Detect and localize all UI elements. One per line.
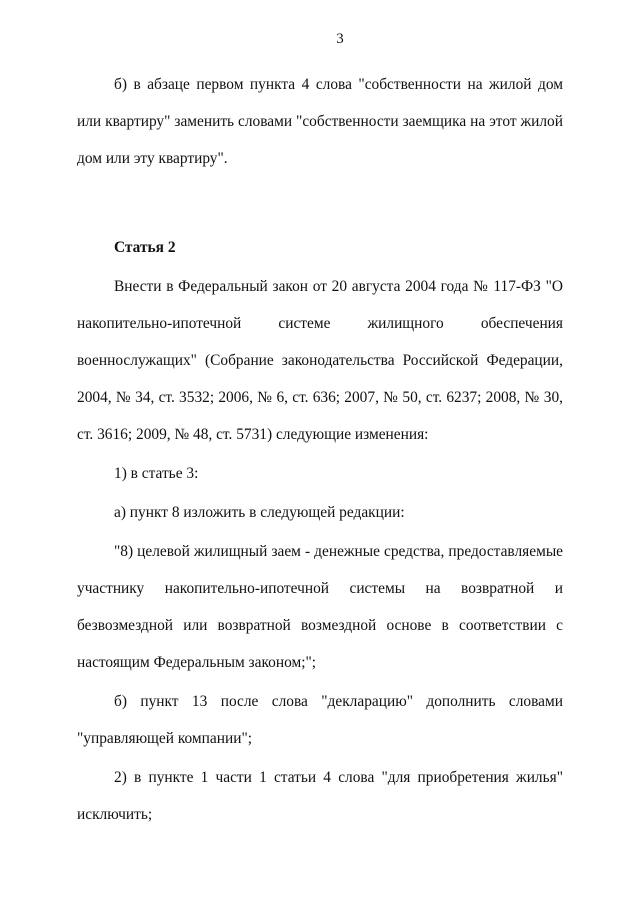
paragraph-subitem-a: а) пункт 8 изложить в следующей редакции: bbox=[114, 504, 405, 521]
paragraph-article-intro: Внести в Федеральный закон от 20 августа 2004 года № 117-ФЗ "О накопительно-ипотечной системе жилищного обеспечения военнослужащих" (Собрание законодательства Российской Федерации, 2004, № 34, ст. 3532; 2006, № 6, ст. 636; 2007, № 50, ст. 6237; 2008, № 30, ст. 3616; 2009, № 48, ст. 5731) следующие изменения: bbox=[77, 278, 563, 443]
paragraph-item-1: 1) в статье 3: bbox=[114, 465, 199, 482]
paragraph-definition-8: "8) целевой жилищный заем - денежные средства, предоставляемые участнику накопительно-ипотечной системы на возвратной и безвозмездной или возвратной возмездной основе в соответствии с настоящим Федеральным законом;"; bbox=[77, 543, 563, 671]
paragraph-subitem-b: б) пункт 13 после слова "декларацию" дополнить словами "управляющей компании"; bbox=[77, 693, 563, 747]
document-body bbox=[77, 66, 563, 833]
page-number: 3 bbox=[336, 31, 344, 47]
paragraph-item-2: 2) в пункте 1 части 1 статьи 4 слова "для приобретения жилья" исключить; bbox=[77, 769, 563, 823]
article-heading: Статья 2 bbox=[114, 239, 176, 256]
paragraph-amendment-b: б) в абзаце первом пункта 4 слова "собственности на жилой дом или квартиру" заменить словами "собственности заемщика на этот жилой дом или эту квартиру". bbox=[77, 76, 563, 167]
